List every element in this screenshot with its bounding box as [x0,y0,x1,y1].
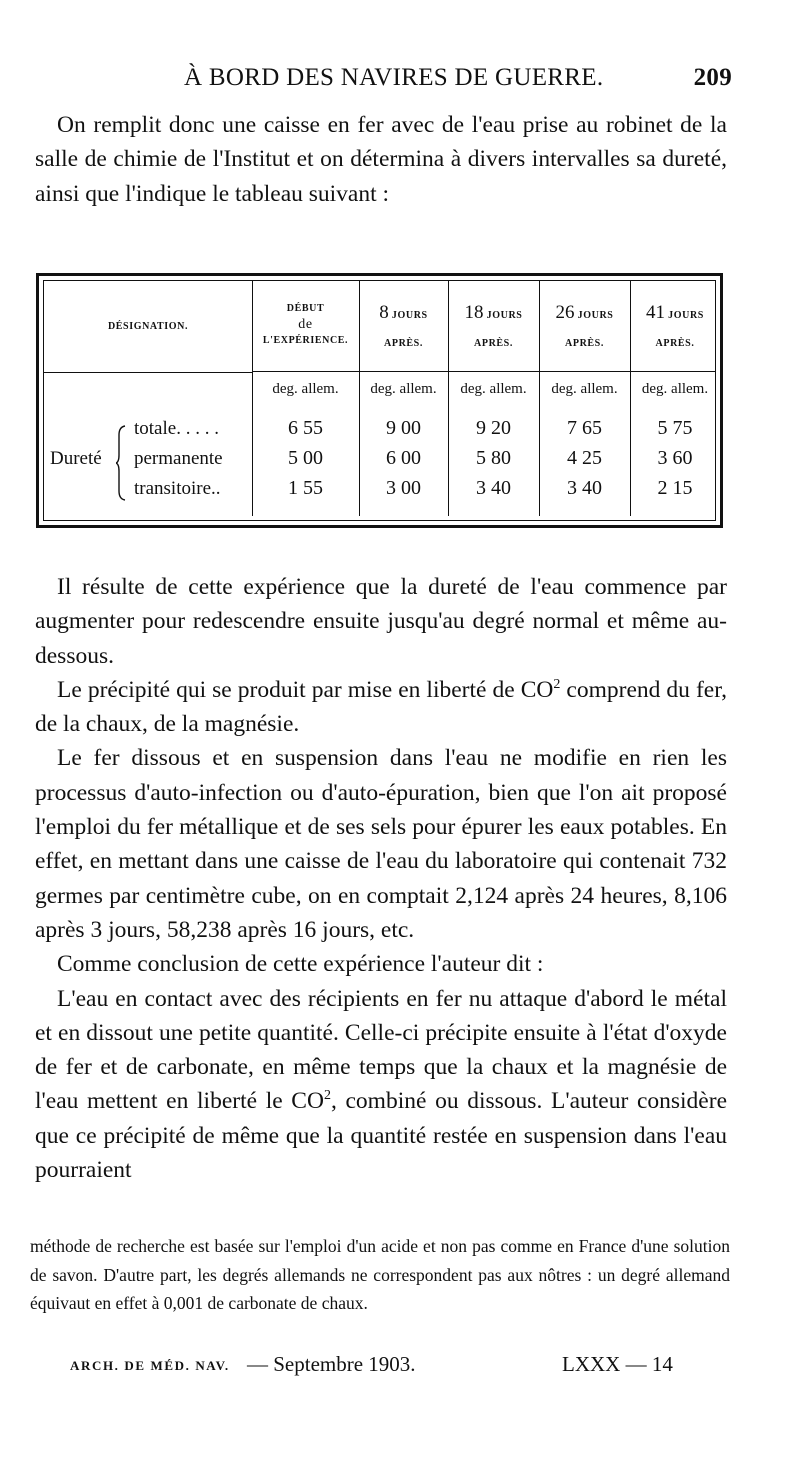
table-cell: 9 00 [386,417,421,439]
header-period-26 [539,302,630,352]
period-number: 41 [646,302,666,323]
table-cell: 3 60 [657,447,693,469]
period-sub: APRÈS. [655,338,695,349]
iron-paragraph: Le fer dissous et en suspension dans l'eau ne modifie en rien les processus d'auto-infection ou d'auto-épuration, bien que l'on ait proposé l'emploi du fer métallique et de ses sels pour épurer les eaux potables. En effet, en mettant dans une caisse de l'eau du laboratoire qui contenait 732 germes par centimètre cube, on en comptait 2,124 après 24 heures, 8,106 après 3 jours, 58,238 après 16 jours, etc. [35,745,727,943]
period-number: 8 [379,302,389,323]
table-cell: 5 75 [657,417,693,439]
table-frame [43,280,716,521]
period-word: JOURS [577,310,614,321]
period-sub: APRÈS. [384,338,423,349]
unit-label: deg. allem. [272,381,339,397]
header-debut-line3: L'EXPÉRIENCE. [262,335,349,346]
table-cell: 5 00 [288,447,323,469]
header-debut [252,301,359,349]
running-head [62,64,732,98]
header-period-18 [448,302,539,352]
group-label: Dureté [50,448,102,469]
unit-label: deg. allem. [370,381,437,397]
period-sub: APRÈS. [474,338,513,349]
body-text [35,570,727,1187]
table-cell: 5 80 [476,447,511,469]
period-word: JOURS [486,310,523,321]
intro-text: On remplit donc une caisse en fer avec de l'eau prise au robinet de la salle de chimie de l'Institut et on détermina à divers intervalles sa dureté, ainsi que l'indique le tableau suivant : [35,112,727,207]
header-debut-line1: DÉBUT [286,303,325,314]
header-debut-line2: de [298,317,313,332]
intro-paragraph [35,108,727,211]
journal-name: ARCH. DE MÉD. NAV. [70,1358,230,1373]
unit-label: deg. allem. [641,381,709,397]
table-cell: 3 40 [567,477,602,499]
signature-mark: LXXX — 14 [562,1352,673,1376]
row-label-permanente: permanente [134,448,223,469]
row-label-transitoire: transitoire.. [134,478,221,499]
table-cell: 2 15 [657,477,693,499]
conclusion-paragraph: Comme conclusion de cette expérience l'auteur dit : [57,951,544,978]
table-cell: 9 20 [476,417,511,439]
header-period-41 [630,302,720,352]
unit-label: deg. allem. [551,381,618,397]
period-word: JOURS [668,310,704,321]
table-cell: 7 65 [567,417,602,439]
footnote: méthode de recherche est basée sur l'emploi d'un acide et non pas comme en France d'une solution de savon. D'autre part, les degrés allemands ne correspondent pas aux nôtres : un degré allemand équivaut en effet à 0,001 de carbonate de chaux. [30,1236,730,1313]
issue-date: — Septembre 1903. [247,1352,416,1376]
page-number: 209 [693,64,732,91]
hardness-table [36,273,723,528]
table-cell: 3 00 [386,477,421,499]
precipitate-paragraph: Le précipité qui se produit par mise en liberté de $CO^2$ comprend du fer, de la chaux, de la magnésie. [35,676,727,738]
header-period-8 [359,302,448,352]
header-rule-left [44,372,252,373]
page-footer [70,1352,710,1382]
period-number: 26 [555,302,575,323]
brace-icon [116,425,126,501]
table-cell: 1 55 [288,477,323,499]
period-word: JOURS [391,310,428,321]
header-rule [252,371,715,372]
header-designation: DÉSIGNATION. [107,321,189,332]
table-cell: 3 40 [476,477,511,499]
running-title: À BORD DES NAVIRES DE GUERRE. [184,64,604,91]
water-paragraph: L'eau en contact avec des récipients en fer nu attaque d'abord le métal et en dissout une petite quantité. Celle-ci précipite ensuite à l'état d'oxyde de fer et de carbonate, en même temps que la chaux et la magnésie de l'eau mettent en liberté le $CO^2$, combiné ou dissous. L'auteur considère que ce précipité de même que la quantité restée en suspension dans l'eau pourraient [35,985,727,1184]
unit-label: deg. allem. [460,381,527,397]
period-sub: APRÈS. [565,338,604,349]
result-paragraph: Il résulte de cette expérience que la dureté de l'eau commence par augmenter pour redescendre ensuite jusqu'au degré normal et même au-dessous. [35,574,727,669]
table-cell: 4 25 [567,447,602,469]
table-cell: 6 00 [386,447,421,469]
row-label-totale: totale. . . . . [134,418,219,439]
period-number: 18 [464,302,484,323]
table-cell: 6 55 [288,417,323,439]
